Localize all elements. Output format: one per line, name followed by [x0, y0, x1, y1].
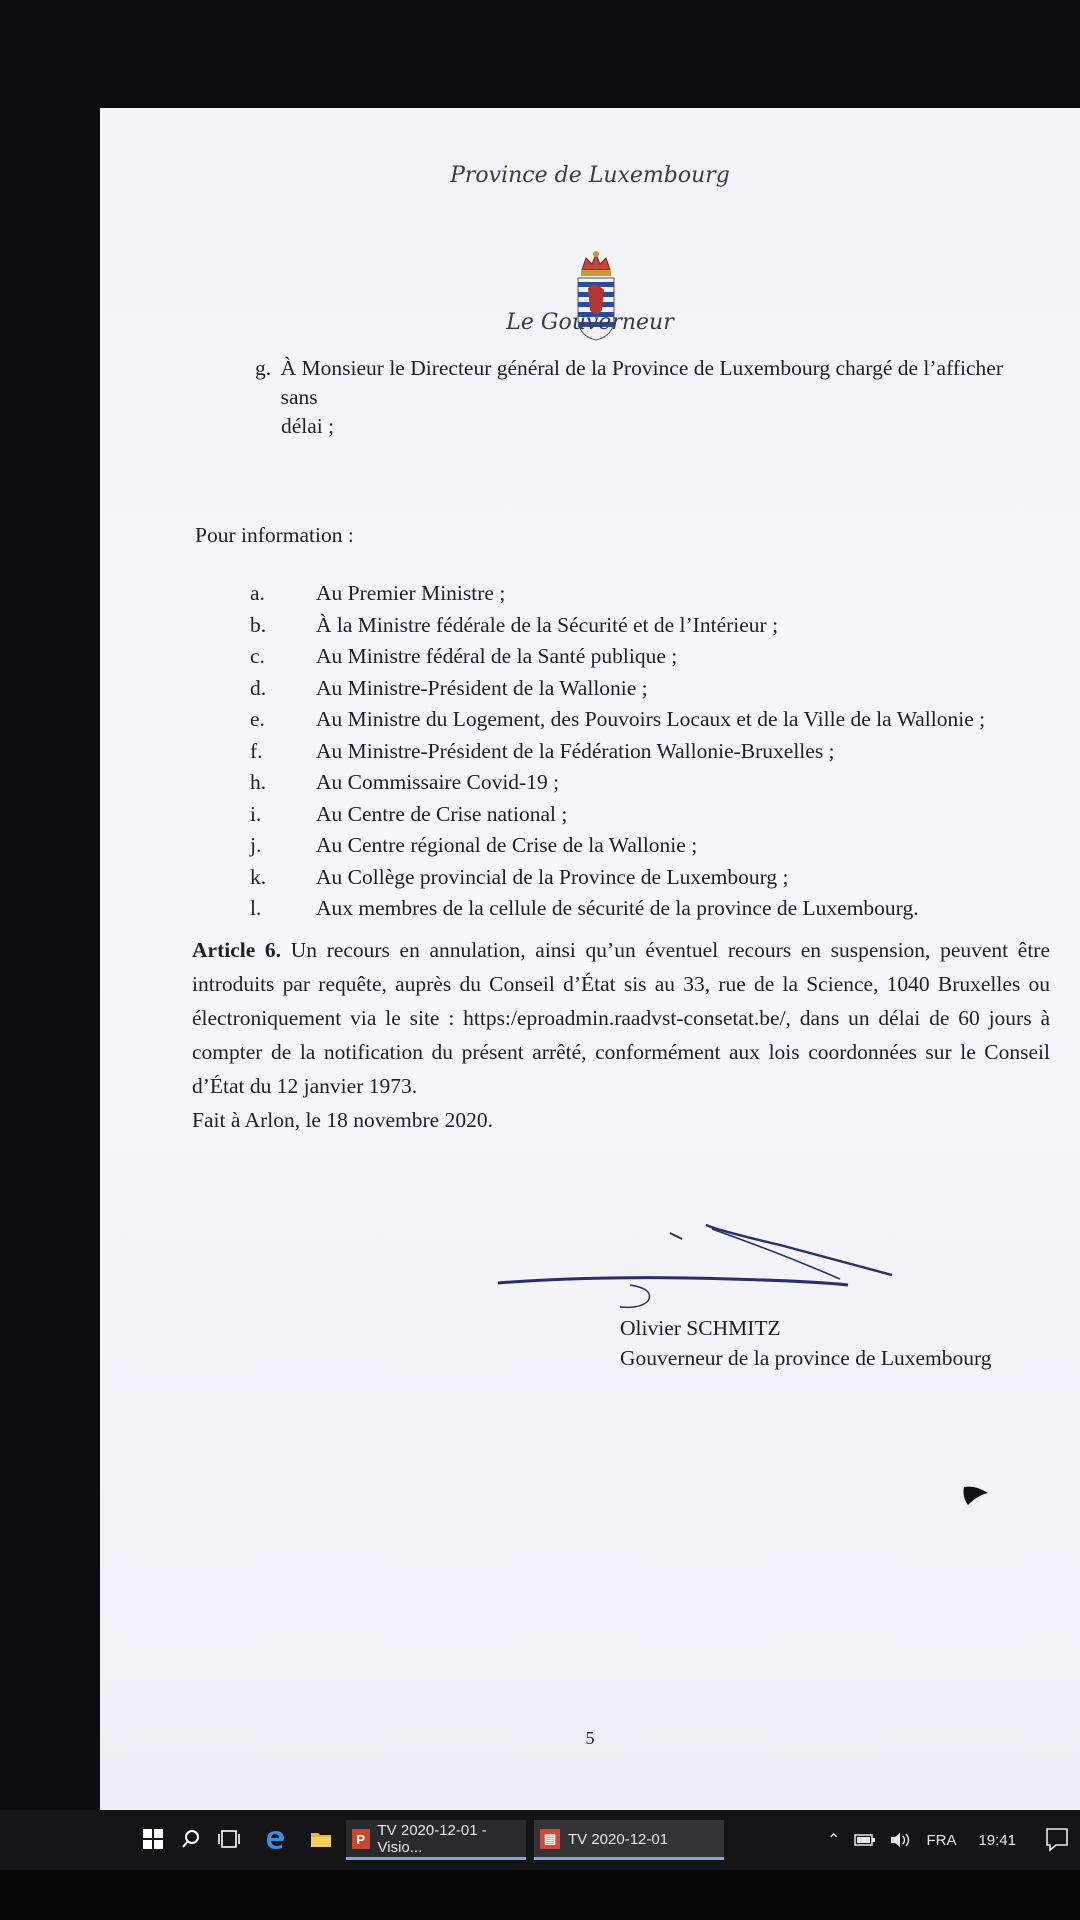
information-list — [250, 578, 1050, 925]
list-letter: e. — [250, 707, 265, 731]
list-item — [250, 673, 1050, 705]
list-letter: k. — [250, 864, 267, 889]
active-indicator — [346, 1857, 526, 1860]
list-text: Au Centre de Crise national ; — [316, 801, 568, 826]
taskbar-app-powerpoint[interactable] — [346, 1820, 526, 1858]
list-item — [250, 862, 1050, 894]
show-hidden-icons-chevron-icon[interactable]: ⌃ — [827, 1832, 841, 1849]
list-letter: f. — [250, 738, 263, 763]
list-text: À la Ministre fédérale de la Sécurité et de l’Intérieur ; — [316, 612, 779, 637]
document-page — [100, 108, 1080, 1810]
article-text: Un recours en annulation, ainsi qu’un éventuel recours en suspension, peuvent être introduits par requête, auprès du Conseil d’État sis au 33, rue de la Science, 1040 Bruxelles ou électroniquement via le site : https:/eproadmin.raadvst-consetat.be/, dans un délai de 60 jours à compter de la notification du présent arrêté, conformément aux lois coordonnées sur le Conseil d’État du 12 janvier 1973. — [192, 938, 1051, 1098]
list-letter: l. — [250, 896, 262, 920]
list-text: Au Ministre-Président de la Wallonie ; — [316, 675, 648, 700]
list-text: Aux membres de la cellule de sécurité de la province de Luxembourg. — [316, 896, 919, 920]
page-number: 5 — [585, 1728, 595, 1748]
document-viewer-icon: ▤ — [540, 1829, 560, 1849]
list-text: Au Collège provincial de la Province de Luxembourg ; — [316, 864, 789, 889]
list-letter: j. — [250, 833, 262, 857]
article-label: Article 6. — [192, 938, 282, 962]
system-tray — [827, 1830, 1016, 1850]
taskbar-app-label: TV 2020-12-01 — [568, 1830, 669, 1848]
mouse-pointer-icon — [960, 1483, 990, 1509]
list-text: Au Commissaire Covid-19 ; — [316, 770, 560, 794]
list-item — [250, 704, 1050, 736]
screen-bezel — [0, 1870, 1080, 1920]
list-item — [250, 830, 1050, 862]
list-item — [250, 767, 1050, 799]
item-text-line2: délai ; — [281, 414, 335, 438]
list-item — [250, 610, 1050, 642]
list-letter: b. — [250, 612, 267, 637]
file-explorer-icon[interactable] — [306, 1824, 336, 1854]
signatory-title: Gouverneur de la province de Luxembourg — [620, 1346, 992, 1370]
signatory-name: Olivier SCHMITZ — [620, 1316, 781, 1340]
list-text: Au Ministre du Logement, des Pouvoirs Locaux et de la Ville de la Wallonie ; — [316, 707, 986, 731]
edge-browser-icon[interactable] — [260, 1824, 290, 1854]
list-text: Au Ministre-Président de la Fédération Wallonie-Bruxelles ; — [316, 738, 835, 763]
windows-taskbar — [0, 1810, 1080, 1870]
active-indicator — [534, 1857, 724, 1860]
list-text: Au Premier Ministre ; — [316, 581, 506, 605]
search-icon[interactable] — [176, 1824, 206, 1854]
place-date: Fait à Arlon, le 18 novembre 2020. — [192, 1108, 493, 1132]
list-item — [250, 641, 1050, 673]
volume-icon[interactable] — [890, 1832, 912, 1848]
task-view-icon[interactable] — [214, 1824, 244, 1854]
letterhead-governor: Le Gouverneur — [506, 310, 674, 335]
list-letter: d. — [250, 675, 267, 700]
list-letter: i. — [250, 801, 262, 826]
signatory-block — [620, 1313, 992, 1373]
item-text-line1: À Monsieur le Directeur général de la Province de Luxembourg chargé de l’afficher sans — [280, 356, 1003, 409]
list-item — [250, 736, 1050, 768]
list-item — [250, 893, 1050, 925]
section-heading: Pour information : — [195, 523, 354, 547]
notifications-icon[interactable] — [1044, 1826, 1070, 1852]
language-indicator[interactable]: FRA — [926, 1831, 957, 1849]
battery-icon[interactable] — [854, 1833, 876, 1847]
letterhead-province: Province de Luxembourg — [450, 163, 730, 188]
taskbar-app-document[interactable] — [534, 1820, 724, 1858]
list-text: Au Ministre fédéral de la Santé publique ; — [316, 644, 678, 668]
list-item — [250, 799, 1050, 831]
article-6-paragraph — [192, 933, 1050, 1103]
list-letter: a. — [250, 581, 265, 605]
list-letter: c. — [250, 644, 265, 668]
list-text: Au Centre régional de Crise de la Wallonie ; — [316, 833, 698, 857]
clock[interactable]: 19:41 — [978, 1831, 1016, 1849]
powerpoint-icon: P — [352, 1829, 370, 1849]
list-item — [250, 578, 1050, 610]
recipient-item-g — [255, 354, 1035, 441]
item-letter: g. — [255, 356, 272, 380]
list-letter: h. — [250, 770, 267, 794]
taskbar-app-label: TV 2020-12-01 - Visio... — [377, 1822, 487, 1856]
start-windows-icon[interactable] — [138, 1824, 168, 1854]
